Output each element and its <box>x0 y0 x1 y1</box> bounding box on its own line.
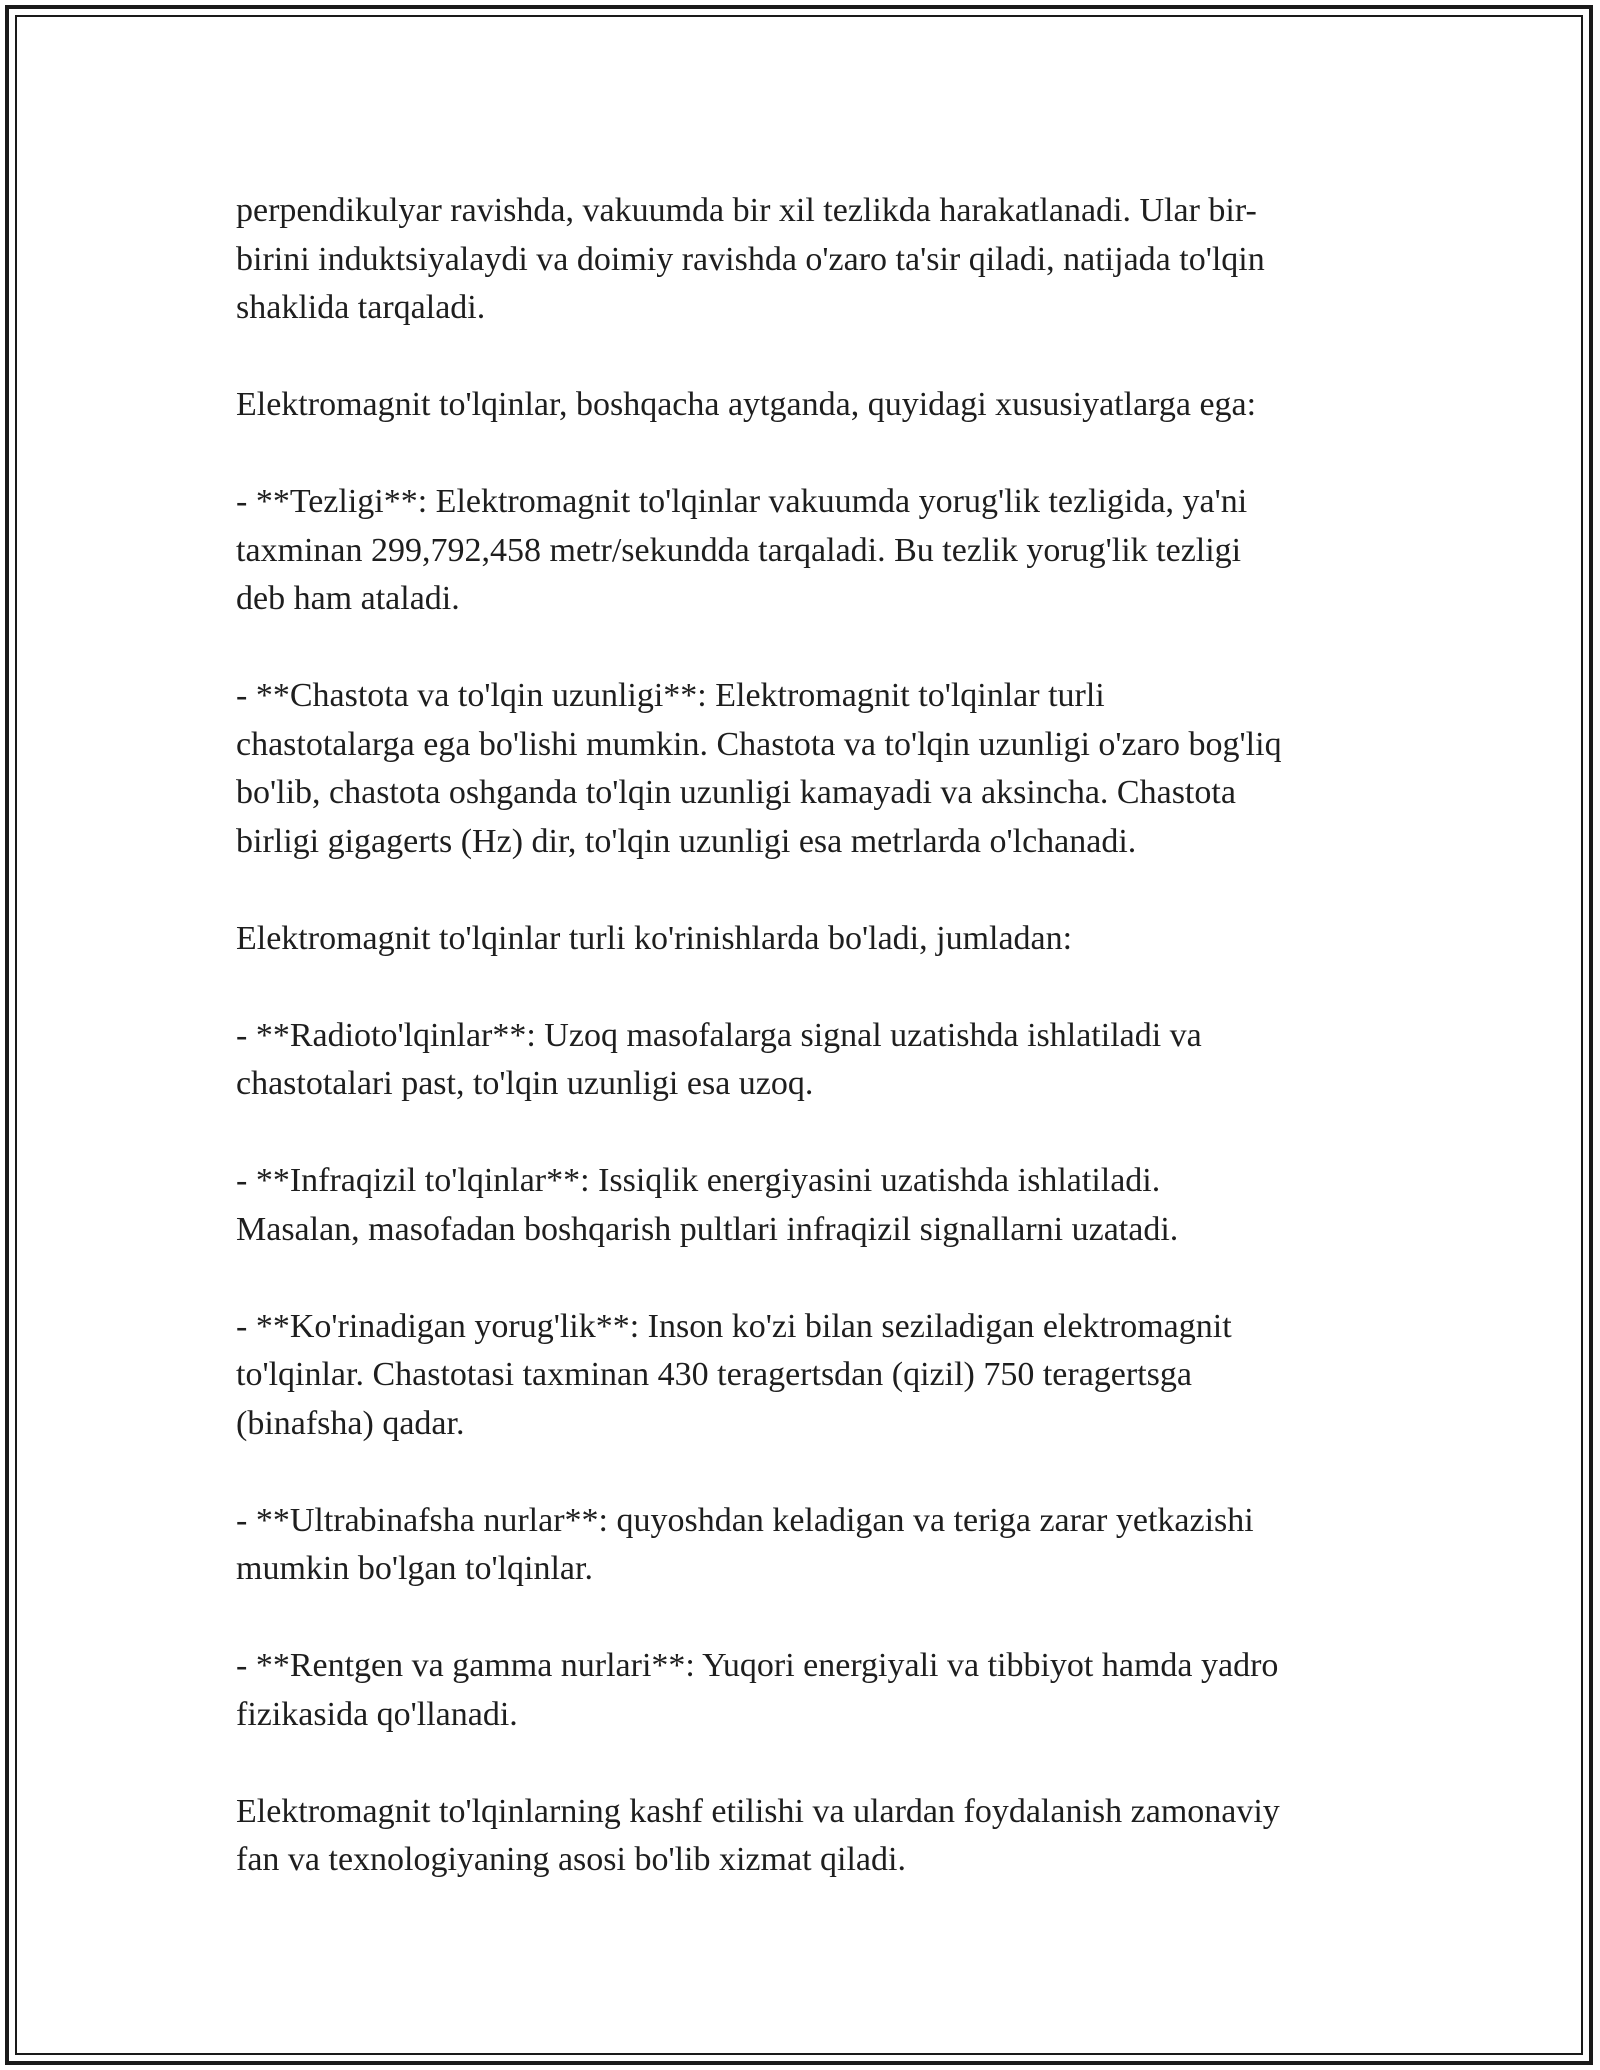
paragraph-properties-lead: Elektromagnit to'lqinlar, boshqacha aytganda, quyidagi xususiyatlarga ega: <box>236 386 1257 423</box>
list-item-frequency-wavelength: - **Chastota va to'lqin uzunligi**: Elektromagnit to'lqinlar turli chastotalarga ega bo'lishi mumkin. Chastota va to'lqin uzunligi o'zaro bog'liq bo'lib, chastota oshganda to'lqin uzunligi kamayadi va aksincha. Chastota birligi gigagerts (Hz) dir, to'lqin uzunligi esa metrlarda o'lchanadi. <box>236 677 1282 860</box>
paragraph-intro-continuation: perpendikulyar ravishda, vakuumda bir xil tezlikda harakatlanadi. Ular bir- birini induktsiyalaydi va doimiy ravishda o'zaro ta'sir qiladi, natijada to'lqin shaklida tarqaladi. <box>236 192 1265 326</box>
list-item-infrared: - **Infraqizil to'lqinlar**: Issiqlik energiyasini uzatishda ishlatiladi. Masalan, masofadan boshqarish pultlari infraqizil signallarni uzatadi. <box>236 1162 1179 1248</box>
list-item-xray-gamma: - **Rentgen va gamma nurlari**: Yuqori energiyali va tibbiyot hamda yadro fizikasida qo'llanadi. <box>236 1647 1279 1733</box>
list-item-visible-light: - **Ko'rinadigan yorug'lik**: Inson ko'zi bilan seziladigan elektromagnit to'lqinlar. Chastotasi taxminan 430 teragertsdan (qizil) 750 teragertsga (binafsha) qadar. <box>236 1307 1232 1442</box>
list-item-radio-waves: - **Radioto'lqinlar**: Uzoq masofalarga signal uzatishda ishlatiladi va chastotalari past, to'lqin uzunligi esa uzoq. <box>236 1016 1202 1102</box>
paragraph-conclusion: Elektromagnit to'lqinlarning kashf etilishi va ulardan foydalanish zamonaviy fan va texnologiyaning asosi bo'lib xizmat qiladi. <box>236 1792 1280 1878</box>
document-body <box>236 187 1396 1885</box>
list-item-ultraviolet: - **Ultrabinafsha nurlar**: quyoshdan keladigan va teriga zarar yetkazishi mumkin bo'lgan to'lqinlar. <box>236 1501 1254 1587</box>
list-item-speed: - **Tezligi**: Elektromagnit to'lqinlar vakuumda yorug'lik tezligida, ya'ni taxminan 299,792,458 metr/sekundda tarqaladi. Bu tezlik yorug'lik tezligi deb ham ataladi. <box>236 483 1248 617</box>
paragraph-types-lead: Elektromagnit to'lqinlar turli ko'rinishlarda bo'ladi, jumladan: <box>236 919 1073 957</box>
